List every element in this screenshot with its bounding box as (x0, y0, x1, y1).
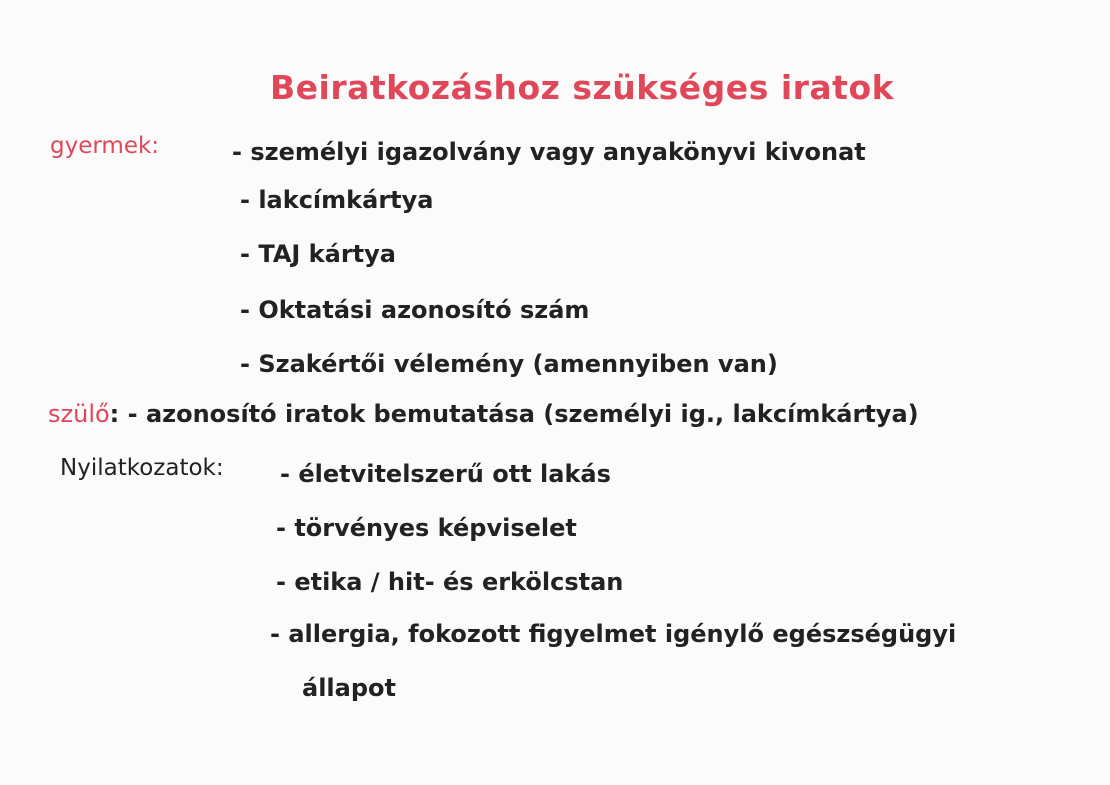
parent-text: : - azonosító iratok bemutatása (személyi ig., lakcímkártya) (109, 400, 919, 428)
declaration-item: - életvitelszerű ott lakás (280, 460, 611, 488)
declarations-label: Nyilatkozatok: (60, 455, 224, 481)
declaration-item: - törvényes képviselet (276, 514, 577, 542)
child-label: gyermek: (50, 133, 160, 159)
child-item: - lakcímkártya (240, 186, 434, 214)
child-item: - Oktatási azonosító szám (240, 296, 590, 324)
declaration-item: - allergia, fokozott figyelmet igénylő egészségügyi (270, 620, 957, 648)
declaration-item: - etika / hit- és erkölcstan (276, 568, 624, 596)
child-item: - TAJ kártya (240, 240, 396, 268)
declaration-item: állapot (302, 674, 396, 702)
child-item: - Szakértői vélemény (amennyiben van) (240, 350, 778, 378)
parent-line (48, 400, 919, 428)
page-title: Beiratkozáshoz szükséges iratok (270, 68, 895, 107)
parent-label: szülő (48, 400, 110, 428)
child-item: - személyi igazolvány vagy anyakönyvi kivonat (232, 138, 866, 166)
